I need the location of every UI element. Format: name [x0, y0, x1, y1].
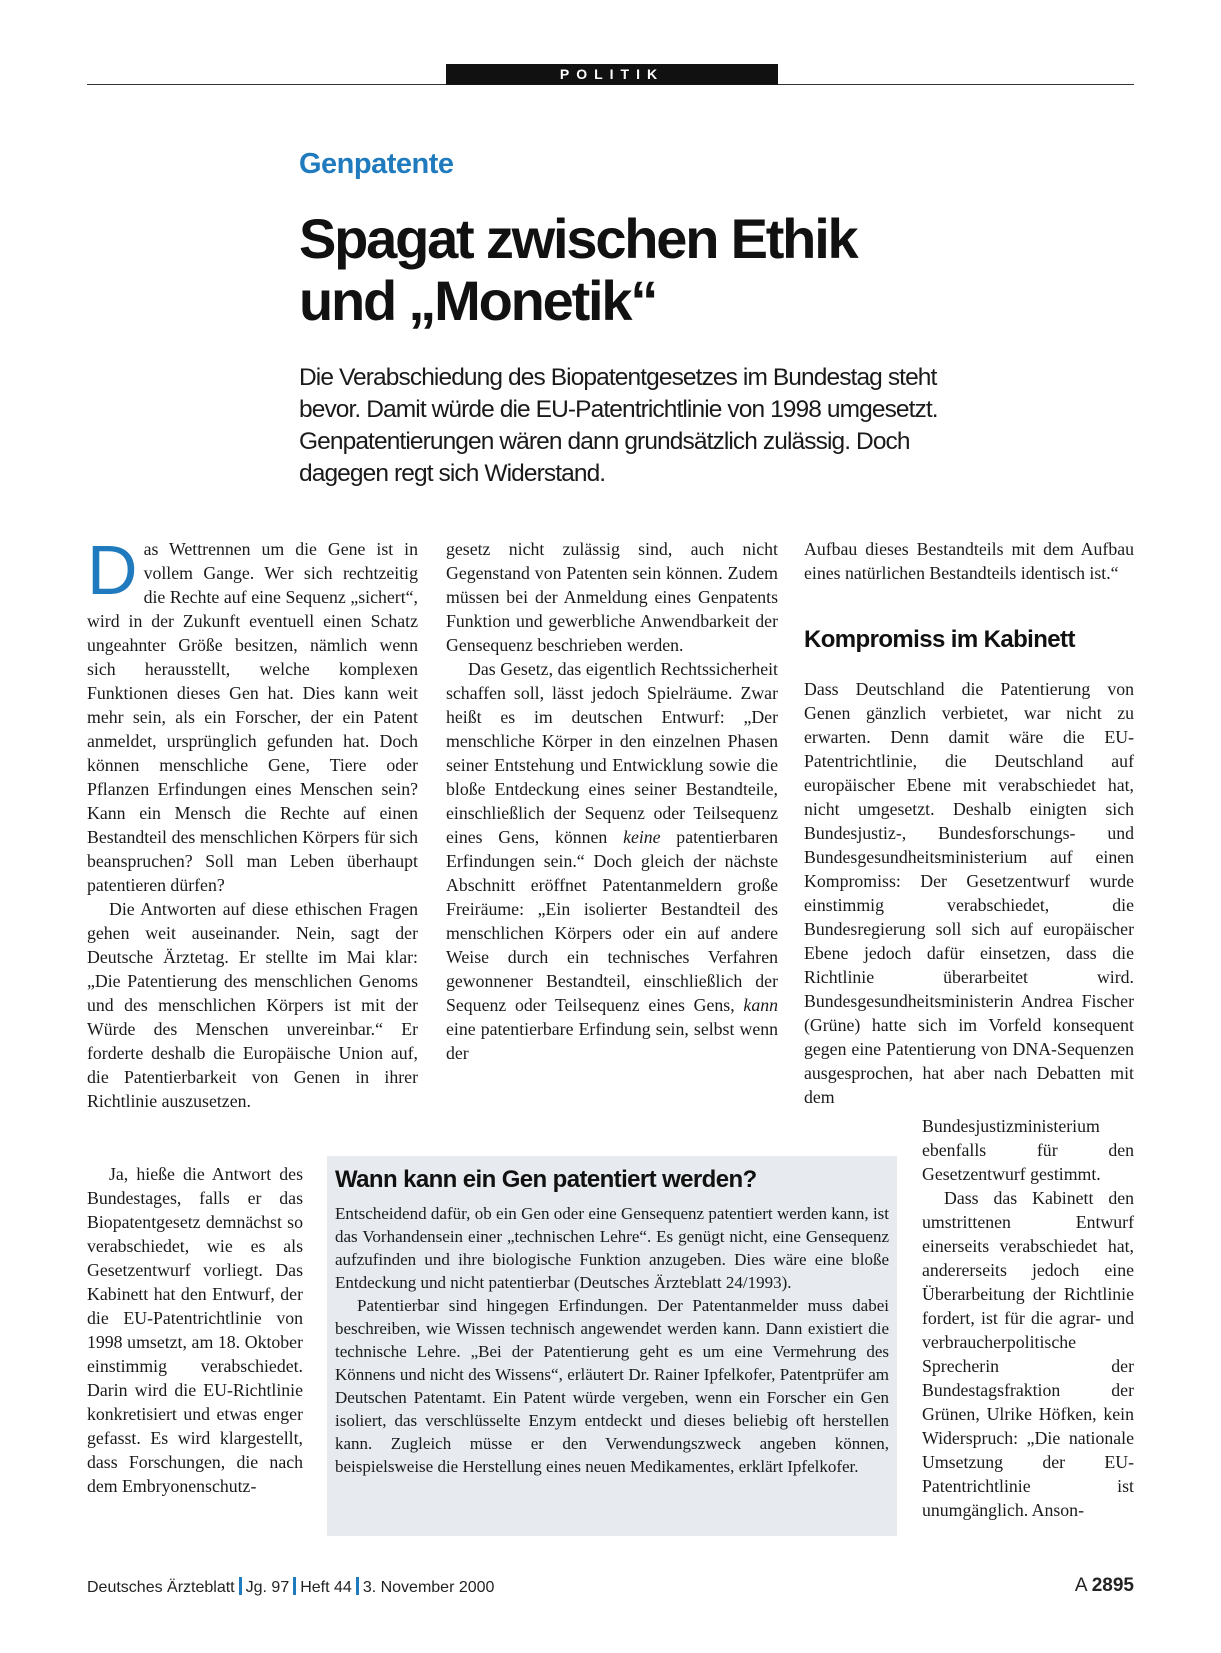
section-label: POLITIK — [446, 64, 778, 85]
info-box-paragraph-2: Patentierbar sind hingegen Erfindungen. Der Patentanmelder muss dabei beschreiben, wie Wissen technisch angewendet werden kann. Dann existiert die technische Lehre. „Bei der Patentierung geht es um eine Vermehrung des Könnens und nicht des Wissens“, erläutert Dr. Rainer Ipfelkofer, Patentprüfer am Deutschen Patentamt. Ein Patent würde vergeben, wenn ein Forscher ein Gen isoliert, das verschlüsselte Enzym entdeckt und dieses beliebig oft herstellen kann. Zugleich müsse er den Verwendungszweck angeben können, beispielsweise die Herstellung eines neuen Medikamentes, erklärt Ipfelkofer. — [335, 1296, 889, 1476]
page-prefix: A — [1074, 1575, 1087, 1596]
col3-paragraph-4: Dass das Kabinett den umstrittenen Entwurf einerseits verabschiedet hat, andererseits jedoch eine Überarbeitung der Richtlinie fordert, ist für die agrar- und verbraucherpolitische Sprecherin der Bundestagsfraktion der Grünen, Ulrike Höfken, kein Widerspruch: „Die nationale Umsetzung der EU-Patentrichtlinie ist unumgänglich. Anson- — [922, 1188, 1134, 1520]
col3-subheading: Kompromiss im Kabinett — [804, 626, 1075, 653]
footer-separator — [239, 1577, 242, 1595]
col2-paragraph-1: gesetz nicht zulässig sind, auch nicht Gegenstand von Patenten sein können. Zudem müssen bei der Anmeldung eines Genpatents Funktion und gewerbliche Anwendbarkeit der Gensequenz beschrieben werden. — [446, 539, 778, 655]
article-lead: Die Verabschiedung des Biopatentgesetzes im Bundestag steht bevor. Damit würde die EU-Patentrichtlinie von 1998 umgesetzt. Genpatentierungen wären dann grundsätzlich zulässig. Doch dagegen regt sich Widerstand. — [299, 364, 938, 487]
info-box-title: Wann kann ein Gen patentiert werden? — [335, 1166, 757, 1193]
headline-line-1: Spagat zwischen Ethik — [299, 207, 857, 270]
page-number — [1075, 1575, 1134, 1597]
col2-p2-text-b: patentierbaren Erfindungen sein.“ Doch gleich der nächste Abschnitt eröffnet Patentanmeldern große Freiräume: „Ein isolierter Bestandteil des menschlichen Körpers oder ein auf andere Weise durch ein technisches Verfahren gewonnener Bestandteil, einschließlich der Sequenz oder Teilsequenz eines Gens, — [446, 827, 778, 1015]
footer-separator — [356, 1577, 359, 1595]
col3-paragraph-2: Dass Deutschland die Patentierung von Genen gänzlich verbietet, war nicht zu erwarten. Denn damit wäre die EU-Patentrichtlinie, die Deutschland auf europäischer Ebene mit verabschiedet hat, nicht umgesetzt. Deshalb einigten sich Bundesjustiz-, Bundesforschungs- und Bundesgesundheitsministerium auf einen Kompromiss: Der Gesetzentwurf wurde einstimmig verabschiedet, die Bundesregierung soll sich auf europäischer Ebene jedoch dafür einsetzen, dass die Richtlinie überarbeitet wird. Bundesgesundheitsministerin Andrea Fischer (Grüne) hatte sich im Vorfeld konsequent gegen eine Patentierung von DNA-Sequenzen ausgesprochen, hat aber nach Debatten mit dem — [804, 679, 1134, 1107]
footer-issue: Heft 44 — [300, 1579, 352, 1596]
article-kicker: Genpatente — [299, 148, 454, 180]
page-footer — [87, 1577, 1134, 1597]
footer-date: 3. November 2000 — [362, 1579, 495, 1596]
col2-p2-text-a: Das Gesetz, das eigentlich Rechtssicherheit schaffen soll, lässt jedoch Spielräume. Zwar heißt es im deutschen Entwurf: „Der menschliche Körper in den einzelnen Phasen seiner Entstehung und Entwicklung sowie die bloße Entdeckung eines seiner Bestandteile, einschließlich der Sequenz oder Teilsequenz eines Gens, können — [446, 659, 778, 847]
col1-paragraph-2: Die Antworten auf diese ethischen Fragen gehen weit auseinander. Nein, sagt der Deutsche Ärztetag. Er stellte im Mai klar: „Die Patentierung des menschlichen Genoms und des menschlichen Körpers ist mit der Würde des Menschen unvereinbar.“ Er forderte deshalb die Europäische Union auf, die Patentierbarkeit von Genen in ihrer Richtlinie auszusetzen. — [87, 899, 418, 1111]
column-1-lower — [87, 1162, 303, 1498]
col1-paragraph-3: Ja, hieße die Antwort des Bundestages, falls er das Biopatentgesetz demnächst so verabschiedet, wie es als Gesetzentwurf vorliegt. Das Kabinett hat den Entwurf, der die EU-Patentrichtlinie von 1998 umsetzt, am 18. Oktober einstimmig verabschiedet. Darin wird die EU-Richtlinie konkretisiert und etwas enger gefasst. Es wird klargestellt, dass Forschungen, die nach dem Embryonenschutz- — [87, 1164, 303, 1496]
page-number-value: 2895 — [1091, 1575, 1134, 1596]
col2-p2-emphasis-2: kann — [743, 995, 778, 1015]
col1-paragraph-1 — [87, 531, 418, 897]
headline-line-2: und „Monetik“ — [299, 269, 657, 332]
footer-separator — [293, 1577, 296, 1595]
col1-p1-text: as Wettrennen um die Gene ist in vollem Gange. Wer sich rechtzeitig die Rechte auf eine Sequenz „sichert“, wird in der Zukunft eventuell einen Schatz ungeahnter Größe besitzen, nämlich wenn sich herausstellt, welche komplexen Funktionen dieses Gen hat. Dies kann weit mehr sein, als ein Forscher, der ein Patent anmeldet, ursprünglich gefunden hat. Doch können menschliche Gene, Tiere oder Pflanzen Erfindungen eines Menschen sein? Kann ein Mensch die Rechte auf einen Bestandteil des menschlichen Körpers für sich beanspruchen? Soll man Leben überhaupt patentieren dürfen? — [87, 539, 418, 895]
col3-paragraph-3: Bundesjustizministerium ebenfalls für den Gesetzentwurf gestimmt. — [922, 1116, 1134, 1184]
footer-volume: Jg. 97 — [245, 1579, 290, 1596]
column-1 — [87, 531, 418, 1113]
info-box-paragraph-1: Entscheidend dafür, ob ein Gen oder eine Gensequenz patentiert werden kann, ist das Vorhandensein einer „technischen Lehre“. Es genügt nicht, eine Gensequenz aufzufinden und ihre biologische Funktion anzugeben. Dies wäre eine bloße Entdeckung und nicht patentierbar (Deutsches Ärzteblatt 24/1993). — [335, 1204, 889, 1292]
footer-journal: Deutsches Ärzteblatt — [87, 1579, 235, 1596]
info-box — [327, 1156, 897, 1536]
column-3 — [804, 537, 1134, 1109]
column-3-lower — [922, 1114, 1134, 1522]
drop-cap: D — [87, 531, 138, 609]
col2-p2-emphasis-1: keine — [623, 827, 661, 847]
col2-p2-text-c: eine patentierbare Erfindung sein, selbst wenn der — [446, 1019, 778, 1063]
col3-paragraph-1: Aufbau dieses Bestandteils mit dem Aufbau eines natürlichen Bestandteils identisch ist.“ — [804, 539, 1134, 583]
article-headline — [299, 208, 1099, 332]
col2-paragraph-2 — [446, 657, 778, 1065]
column-2 — [446, 537, 778, 1065]
